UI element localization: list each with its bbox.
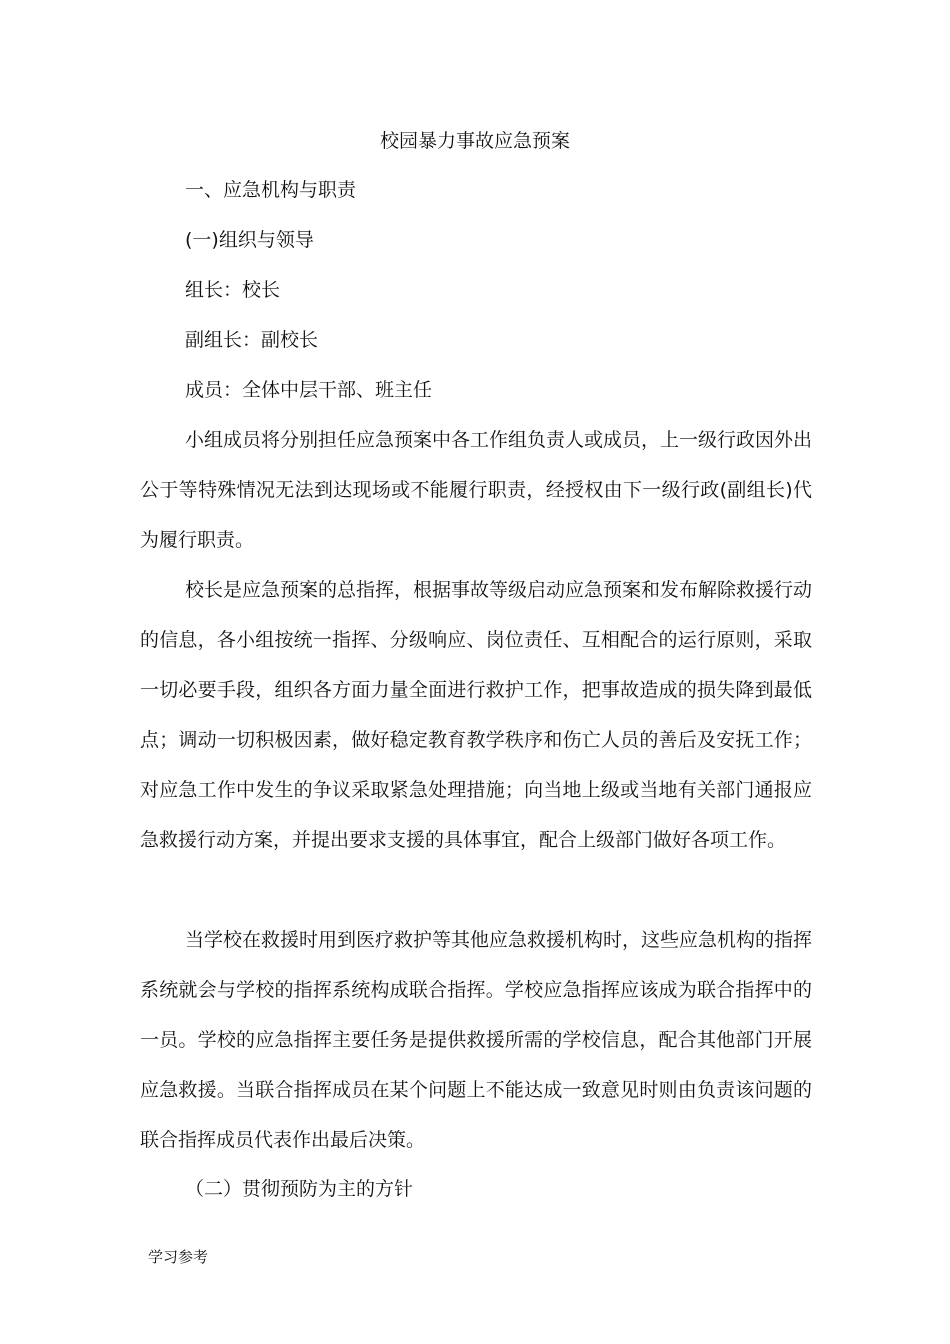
leader-line: 组长：校长 <box>185 279 281 301</box>
paragraph-3: 当学校在救援时用到医疗救护等其他应急救援机构时，这些应急机构的指挥系统就会与学校的指挥系统构成联合指挥。学校应急指挥应该成为联合指挥中的一员。学校的应急指挥主要任务是提供救援所需的学校信息，配合其他部门开展应急救援。当联合指挥成员在某个问题上不能达成一致意见时则由负责该问题的联合指挥成员代表作出最后决策。 <box>140 929 813 1151</box>
footer-label: 学习参考 <box>148 1248 209 1266</box>
section-heading: 一、应急机构与职责 <box>185 179 357 201</box>
subsection-heading-2: （二）贯彻预防为主的方针 <box>185 1178 414 1200</box>
members-line: 成员：全体中层干部、班主任 <box>185 379 433 401</box>
subsection-heading: (一)组织与领导 <box>185 229 314 251</box>
paragraph-1: 小组成员将分别担任应急预案中各工作组负责人或成员，上一级行政因外出公于等特殊情况无法到达现场或不能履行职责，经授权由下一级行政(副组长)代为履行职责。 <box>140 429 813 551</box>
deputy-line: 副组长：副校长 <box>185 329 319 351</box>
paragraph-2: 校长是应急预案的总指挥，根据事故等级启动应急预案和发布解除救援行动的信息，各小组按统一指挥、分级响应、岗位责任、互相配合的运行原则，采取一切必要手段，组织各方面力量全面进行救护工作，把事故造成的损失降到最低点；调动一切积极因素，做好稳定教育教学秩序和伤亡人员的善后及安抚工作；对应急工作中发生的争议采取紧急处理措施；向当地上级或当地有关部门通报应急救援行动方案，并提出要求支援的具体事宜，配合上级部门做好各项工作。 <box>140 579 813 851</box>
document-title: 校园暴力事故应急预案 <box>379 130 570 152</box>
